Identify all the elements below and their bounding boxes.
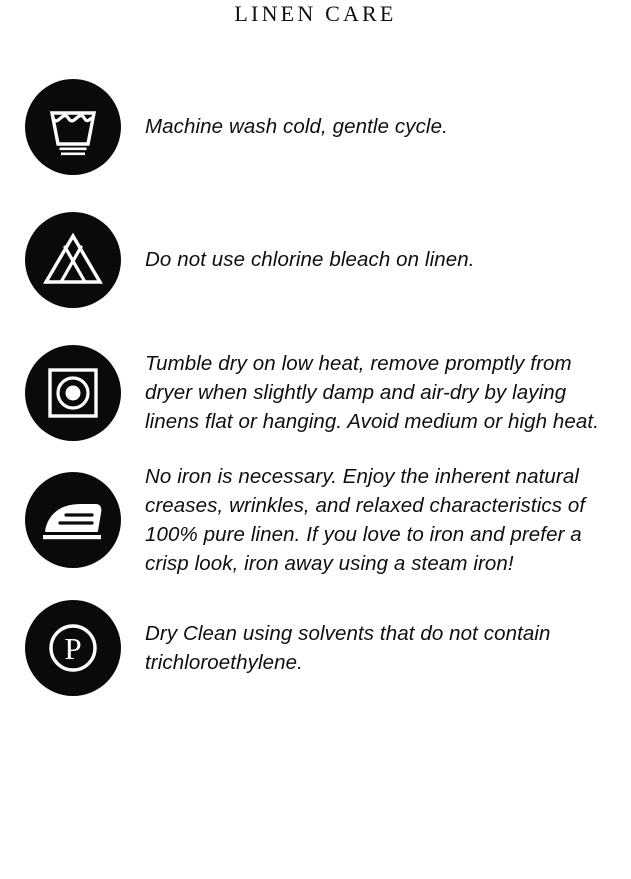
icon-cell bbox=[0, 79, 145, 175]
icon-cell bbox=[0, 472, 145, 568]
machine-wash-icon bbox=[25, 79, 121, 175]
do-not-bleach-icon bbox=[25, 212, 121, 308]
text-cell bbox=[145, 112, 631, 141]
text-cell bbox=[145, 462, 631, 578]
svg-text:P: P bbox=[63, 630, 82, 666]
care-instruction-row bbox=[0, 69, 631, 184]
care-instruction-list bbox=[0, 69, 631, 705]
icon-cell bbox=[0, 345, 145, 441]
care-instruction-text: Tumble dry on low heat, remove promptly from dryer when slightly damp and air-dry by laying linens flat or hanging. Avoid medium or high heat. bbox=[145, 352, 599, 433]
text-cell bbox=[145, 619, 631, 677]
care-instruction-row bbox=[0, 590, 631, 705]
icon-cell bbox=[0, 600, 145, 696]
page-title: LINEN CARE bbox=[234, 1, 397, 26]
dry-clean-p-icon bbox=[25, 600, 121, 696]
tumble-dry-low-icon bbox=[25, 345, 121, 441]
text-cell bbox=[145, 349, 631, 436]
care-instruction-text: Do not use chlorine bleach on linen. bbox=[145, 248, 475, 271]
iron-icon bbox=[25, 472, 121, 568]
care-instruction-row bbox=[0, 462, 631, 578]
care-instruction-text: Machine wash cold, gentle cycle. bbox=[145, 115, 448, 138]
care-instruction-text: No iron is necessary. Enjoy the inherent natural creases, wrinkles, and relaxed characteristics of 100% pure linen. If you love to iron and prefer a crisp look, iron away using a steam iron! bbox=[145, 465, 586, 575]
care-instruction-row bbox=[0, 202, 631, 317]
care-instruction-row bbox=[0, 335, 631, 450]
care-instruction-text: Dry Clean using solvents that do not contain trichloroethylene. bbox=[145, 621, 551, 674]
icon-cell bbox=[0, 212, 145, 308]
text-cell bbox=[145, 245, 631, 274]
